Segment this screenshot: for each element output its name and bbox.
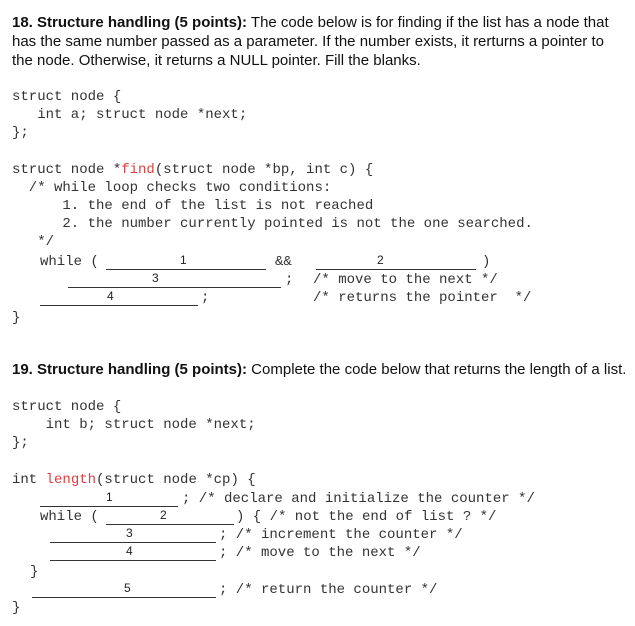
q19-blank-5-number: 5 [124, 581, 131, 595]
q18-struct-line-3: }; [12, 125, 29, 141]
q19-line-1-tail: ; /* declare and initialize the counter */ [182, 491, 535, 507]
q19-struct-line-2: int b; struct node *next; [12, 417, 256, 433]
q19-line-3-tail: ; /* increment the counter */ [219, 527, 463, 543]
q18-blank-4[interactable] [40, 289, 198, 306]
q18-comment-line-3: 2. the number currently pointed is not the one searched. [12, 216, 533, 232]
q18-blank-3[interactable] [68, 271, 281, 288]
q19-blank-1-number: 1 [106, 490, 113, 504]
q18-function-signature [12, 161, 373, 179]
q18-semicolon-3: ; [285, 272, 294, 288]
q18-semicolon-4: ; [201, 290, 210, 306]
q18-close-brace: } [12, 310, 21, 326]
q18-text: The code below is for finding if the list has a node that has the same number passed as a parameter. If the number exists, it rerturns a pointer to the node. Otherwise, it returns a NULL pointer. Fill the blanks. [12, 14, 609, 69]
q19-while-tail: ) { /* not the end of list ? */ [236, 509, 497, 525]
q19-struct-line-3: }; [12, 435, 29, 451]
q18-prompt [12, 13, 627, 70]
q18-close-paren: ) [482, 254, 491, 270]
q19-blank-3[interactable] [50, 526, 216, 543]
q18-while-keyword: while ( [40, 254, 99, 270]
q19-title: 19. Structure handling (5 points): [12, 361, 248, 378]
q18-blank-1-number: 1 [180, 253, 187, 267]
q18-blank-4-number: 4 [107, 289, 114, 303]
q19-close-brace: } [12, 600, 21, 616]
q19-fn-prefix: int [12, 472, 46, 488]
q19-blank-2[interactable] [106, 508, 234, 525]
q19-inner-close-brace: } [30, 564, 39, 580]
q18-fn-suffix: (struct node *bp, int c) { [154, 162, 374, 178]
q18-comment-return: /* returns the pointer */ [313, 290, 532, 306]
q19-text: Complete the code below that returns the length of a list. [247, 361, 627, 378]
q19-fn-suffix: (struct node *cp) { [96, 472, 256, 488]
q18-comment-line-4: */ [12, 234, 55, 250]
q19-blank-3-number: 3 [126, 526, 133, 540]
q19-blank-2-number: 2 [160, 508, 167, 522]
q19-function-signature [12, 471, 256, 489]
q18-struct-line-2: int a; struct node *next; [12, 107, 248, 123]
q18-blank-2-number: 2 [377, 253, 384, 267]
q19-fn-name: length [45, 472, 97, 488]
q19-blank-4[interactable] [50, 544, 216, 561]
q19-blank-4-number: 4 [126, 544, 133, 558]
q18-fn-prefix: struct node * [12, 162, 122, 178]
q18-fn-name: find [121, 162, 155, 178]
q19-prompt [12, 360, 627, 379]
q18-struct-line-1: struct node { [12, 89, 122, 105]
q19-line-4-tail: ; /* move to the next */ [219, 545, 421, 561]
q18-and-operator: && [275, 254, 292, 270]
q18-comment-line-1: /* while loop checks two conditions: [12, 180, 332, 196]
q18-comment-line-2: 1. the end of the list is not reached [12, 198, 374, 214]
q19-while-keyword: while ( [40, 509, 99, 525]
q19-struct-line-1: struct node { [12, 399, 122, 415]
q18-comment-next: /* move to the next */ [313, 272, 498, 288]
q19-line-5-tail: ; /* return the counter */ [219, 582, 438, 598]
q18-title: 18. Structure handling (5 points): [12, 14, 248, 31]
q18-blank-2[interactable] [316, 253, 476, 270]
q18-blank-3-number: 3 [152, 271, 159, 285]
